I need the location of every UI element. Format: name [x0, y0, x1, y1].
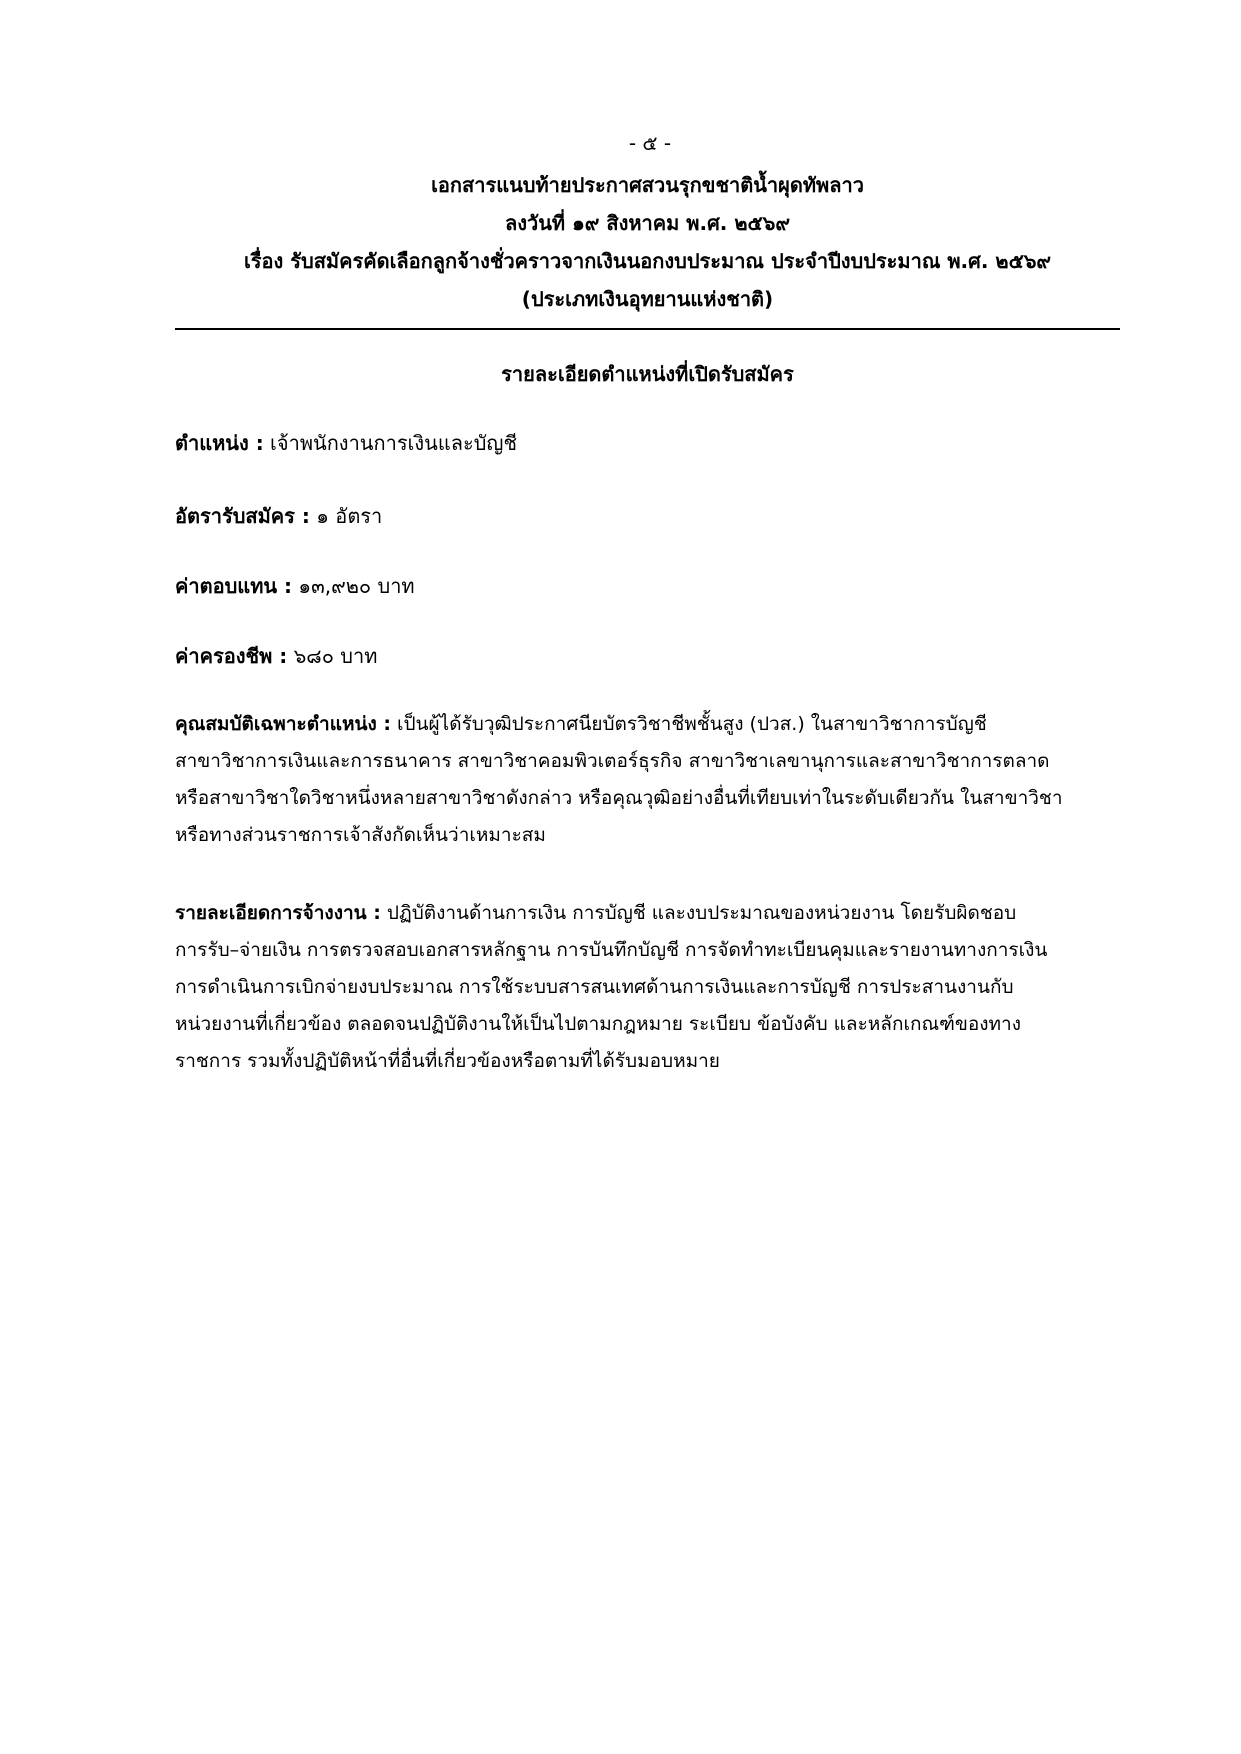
page-number: - ๕ -: [628, 131, 672, 155]
qualifications-line: [175, 706, 1120, 743]
job-details-line: การดำเนินการเบิกจ่ายงบประมาณ การใช้ระบบสารสนเทศด้านการเงินและการบัญชี การประสานงานกับ: [175, 976, 1014, 998]
qualifications-text: เป็นผู้ได้รับวุฒิประกาศนียบัตรวิชาชีพชั้นสูง (ปวส.) ในสาขาวิชาการบัญชี: [390, 713, 987, 735]
header-divider: [175, 328, 1120, 330]
qualifications-line: หรือสาขาวิชาใดวิชาหนึ่งหลายสาขาวิชาดังกล่าว หรือคุณวุฒิอย่างอื่นที่เทียบเท่าในระดับเดียวกัน ในสาขาวิชา: [175, 787, 1063, 809]
header-title: เอกสารแนบท้ายประกาศสวนรุกขชาติน้ำผุดทัพลาว: [431, 173, 864, 197]
field-position: [175, 427, 1120, 459]
document-header: [175, 166, 1120, 318]
field-openings-value: ๑ อัตรา: [309, 504, 383, 528]
field-salary-label: ค่าตอบแทน :: [175, 574, 293, 598]
job-details-line: หน่วยงานที่เกี่ยวข้อง ตลอดจนปฏิบัติงานให้เป็นไปตามกฎหมาย ระเบียบ ข้อบังคับ และหลักเกณฑ์ของทาง: [175, 1013, 1021, 1035]
job-details-paragraph: [175, 895, 1120, 1080]
qualifications-label: คุณสมบัติเฉพาะตำแหน่ง :: [175, 713, 391, 735]
section-title: รายละเอียดตำแหน่งที่เปิดรับสมัคร: [501, 362, 794, 386]
job-details-label: รายละเอียดการจ้างงาน :: [175, 902, 381, 924]
field-living-allowance: [175, 640, 1120, 672]
field-salary-value: ๑๓,๙๒๐ บาท: [292, 574, 415, 598]
field-position-label: ตำแหน่ง :: [175, 431, 264, 455]
field-openings: [175, 500, 1120, 532]
field-openings-label: อัตรารับสมัคร :: [175, 504, 310, 528]
job-details-line: การรับ–จ่ายเงิน การตรวจสอบเอกสารหลักฐาน การบันทึกบัญชี การจัดทำทะเบียนคุมและรายงานทางการเงิน: [175, 939, 1048, 961]
qualifications-line: สาขาวิชาการเงินและการธนาคาร สาขาวิชาคอมพิวเตอร์ธุรกิจ สาขาวิชาเลขานุการและสาขาวิชาการตลาด: [175, 750, 1050, 772]
field-living-allowance-label: ค่าครองชีพ :: [175, 644, 288, 668]
field-position-value: เจ้าพนักงานการเงินและบัญชี: [263, 431, 518, 455]
job-details-text: ปฏิบัติงานด้านการเงิน การบัญชี และงบประมาณของหน่วยงาน โดยรับผิดชอบ: [380, 902, 1017, 924]
job-details-line: [175, 895, 1120, 932]
field-living-allowance-value: ๖๘๐ บาท: [287, 644, 378, 668]
qualifications-paragraph: [175, 706, 1120, 854]
qualifications-line: หรือทางส่วนราชการเจ้าสังกัดเห็นว่าเหมาะสม: [175, 824, 546, 846]
job-details-line: ราชการ รวมทั้งปฏิบัติหน้าที่อื่นที่เกี่ยวข้องหรือตามที่ได้รับมอบหมาย: [175, 1050, 720, 1072]
header-subject: เรื่อง รับสมัครคัดเลือกลูกจ้างชั่วคราวจากเงินนอกงบประมาณ ประจำปีงบประมาณ พ.ศ. ๒๕๖๙: [243, 249, 1052, 273]
field-salary: [175, 570, 1120, 602]
header-category: (ประเภทเงินอุทยานแห่งชาติ): [521, 287, 774, 311]
header-date: ลงวันที่ ๑๙ สิงหาคม พ.ศ. ๒๕๖๙: [505, 211, 790, 235]
